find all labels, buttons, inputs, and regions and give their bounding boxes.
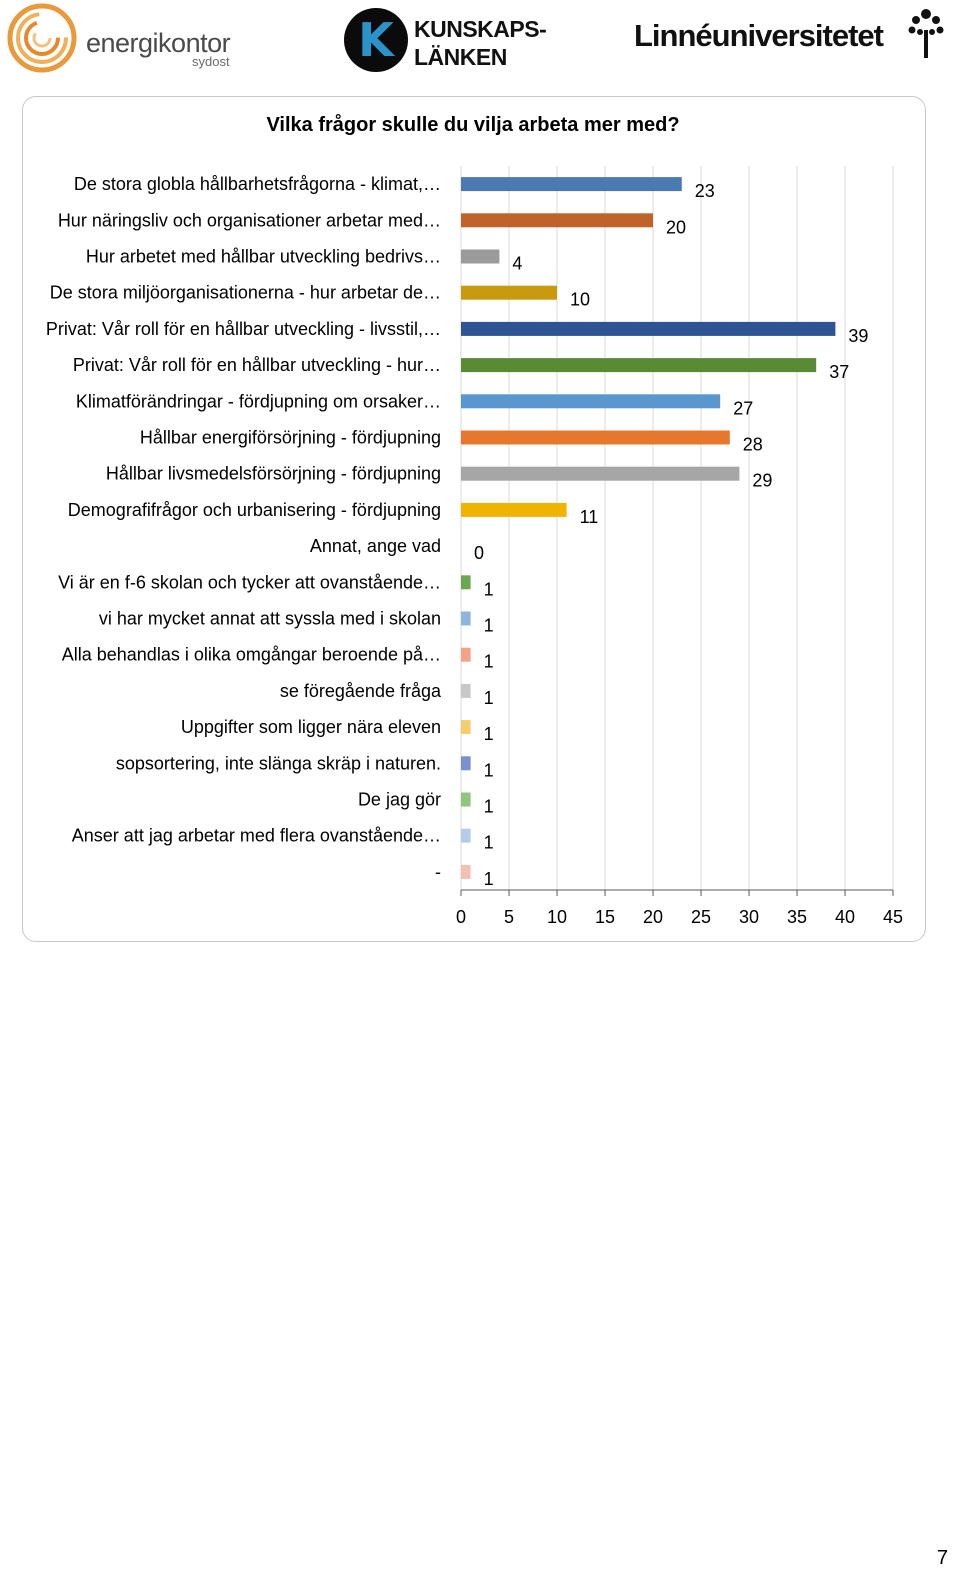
bar xyxy=(461,358,816,372)
data-label: 39 xyxy=(848,325,869,346)
data-label: 1 xyxy=(483,724,494,745)
bar xyxy=(461,467,739,481)
bar xyxy=(461,612,471,626)
category-label: Hur arbetet med hållbar utveckling bedrivs… xyxy=(85,246,441,267)
category-label: Anser att jag arbetar med flera ovanstående… xyxy=(71,825,441,846)
category-label: Klimatförändringar - fördjupning om orsaker… xyxy=(75,391,441,412)
x-tick-label: 45 xyxy=(882,907,904,927)
x-tick-label: 20 xyxy=(642,907,664,927)
data-label: 1 xyxy=(483,651,494,672)
category-label: Vi är en f-6 skolan och tycker att ovanstående… xyxy=(58,572,441,593)
category-label: Demografifrågor och urbanisering - fördjupning xyxy=(67,499,441,520)
bar xyxy=(461,322,835,336)
x-tick-label: 15 xyxy=(594,907,616,927)
category-label: sopsortering, inte slänga skräp i naturen. xyxy=(115,753,441,774)
data-label: 1 xyxy=(483,579,494,600)
category-label: Privat: Vår roll för en hållbar utveckling - livsstil,… xyxy=(45,318,441,339)
x-tick-label: 40 xyxy=(834,907,856,927)
data-label: 28 xyxy=(742,434,763,455)
data-label: 10 xyxy=(570,289,591,310)
x-tick-label: 30 xyxy=(738,907,760,927)
bar xyxy=(461,177,682,191)
bar xyxy=(461,684,471,698)
data-label: 0 xyxy=(474,543,485,564)
category-label: De jag gör xyxy=(357,789,441,810)
data-label: 4 xyxy=(512,253,523,274)
category-label: Hållbar energiförsörjning - fördjupning xyxy=(139,427,441,448)
linneuniversitetet-wordmark: Linnéuniversitetet xyxy=(634,18,883,53)
category-label: - xyxy=(435,861,441,882)
category-label: Uppgifter som ligger nära eleven xyxy=(180,717,441,738)
bar xyxy=(461,720,471,734)
data-label: 27 xyxy=(733,398,754,419)
data-label: 23 xyxy=(694,181,715,202)
energikontor-wordmark: energikontor xyxy=(86,28,231,58)
category-label: Annat, ange vad xyxy=(309,536,441,557)
category-label: Privat: Vår roll för en hållbar utveckling - hur… xyxy=(72,355,441,376)
category-label: Hur näringsliv och organisationer arbetar med… xyxy=(57,210,441,231)
category-label: se föregående fråga xyxy=(279,680,441,701)
bar xyxy=(461,793,471,807)
category-label: Hållbar livsmedelsförsörjning - fördjupning xyxy=(105,463,441,484)
x-tick-label: 25 xyxy=(690,907,712,927)
data-label: 1 xyxy=(483,832,494,853)
data-label: 1 xyxy=(483,868,494,889)
category-label: Alla behandlas i olika omgångar beroende på… xyxy=(61,644,441,665)
bar xyxy=(461,503,567,517)
chart-title: Vilka frågor skulle du vilja arbeta mer med? xyxy=(266,114,680,136)
data-label: 11 xyxy=(579,506,599,527)
kunskapslanken-k-icon: K xyxy=(344,8,408,72)
bar xyxy=(461,865,471,879)
data-label: 1 xyxy=(483,615,494,636)
bar xyxy=(461,394,720,408)
kunskapslanken-wordmark-line2: LÄNKEN xyxy=(414,44,507,70)
bar xyxy=(461,431,730,445)
category-label: De stora globla hållbarhetsfrågorna - klimat,… xyxy=(73,174,441,195)
category-label: De stora miljöorganisationerna - hur arbetar de… xyxy=(49,282,441,303)
bar xyxy=(461,829,471,843)
x-tick-label: 5 xyxy=(503,907,515,927)
x-tick-label: 35 xyxy=(786,907,808,927)
page-number: 7 xyxy=(936,1547,948,1569)
bar xyxy=(461,286,557,300)
bar xyxy=(461,756,471,770)
x-tick-label: 0 xyxy=(455,907,467,927)
bar xyxy=(461,213,653,227)
data-label: 1 xyxy=(483,796,494,817)
energikontor-subtitle: sydost xyxy=(192,54,230,69)
data-label: 1 xyxy=(483,687,494,708)
category-label: vi har mycket annat att syssla med i skolan xyxy=(98,608,441,629)
bar xyxy=(461,648,471,662)
data-label: 29 xyxy=(752,470,773,491)
x-tick-label: 10 xyxy=(546,907,568,927)
bar xyxy=(461,575,471,589)
kunskapslanken-wordmark-line1: KUNSKAPS- xyxy=(414,16,547,42)
data-label: 1 xyxy=(483,760,494,781)
bar xyxy=(461,250,499,264)
data-label: 20 xyxy=(666,217,687,238)
data-label: 37 xyxy=(829,362,850,383)
